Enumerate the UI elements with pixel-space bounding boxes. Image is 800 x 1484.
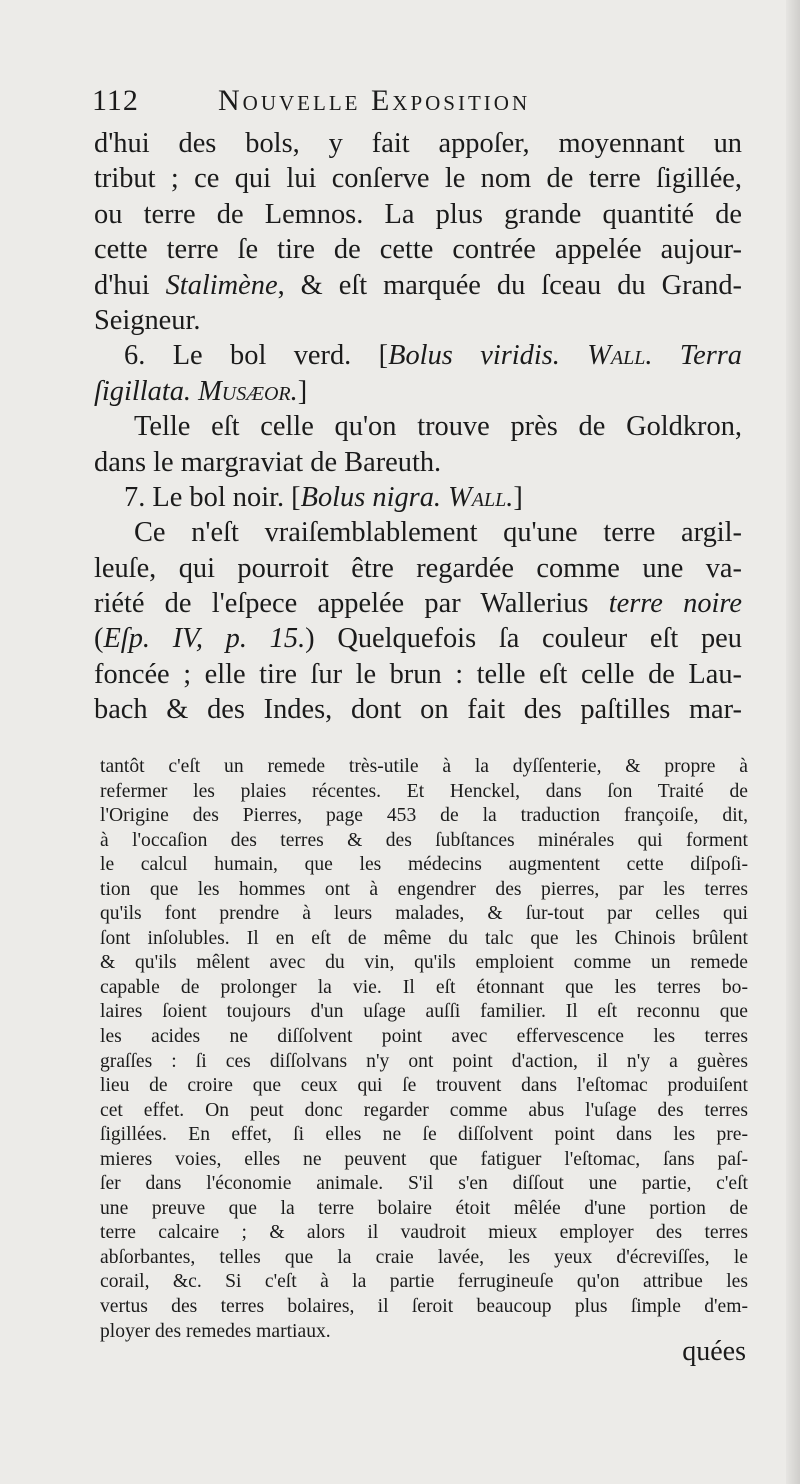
page-edge [786, 0, 800, 1484]
footnote-line: les acides ne diſſolvent point avec effervescence les terres [100, 1026, 748, 1048]
page-number: 112 [92, 84, 139, 117]
latin-name: Bolus viridis. [388, 340, 588, 372]
footnote-line: ployer des remedes martiaux. [100, 1320, 331, 1342]
footnote-line: lieu de croire que ceux qui ſe trouvent dans l'eſtomac produiſent [100, 1075, 748, 1097]
footnote-line: ſigillées. En effet, ſi elles ne ſe diſſolvent point dans les pre- [100, 1124, 748, 1146]
footnote-line: cet effet. On peut donc regarder comme abus l'uſage des terres [100, 1099, 748, 1121]
text-line: ou terre de Lemnos. La plus grande quantité de [94, 198, 742, 230]
text-line: Telle eſt celle qu'on trouve près de Goldkron, [134, 411, 742, 443]
text-line [94, 268, 742, 303]
text-span: d'hui [94, 269, 166, 301]
footnote-line: à l'occaſion des terres & des ſubſtances minérales qui forment [100, 829, 748, 851]
text-line: dans le margraviat de Bareuth. [94, 446, 442, 478]
author-abbrev: Wall. [448, 481, 514, 513]
footnote-line: l'Origine des Pierres, page 453 de la traduction françoiſe, dit, [100, 805, 748, 827]
footnote-line: corail, &c. Si c'eſt à la partie ferrugineuſe qu'on attribue les [100, 1271, 748, 1293]
footnote-line: abſorbantes, telles que la craie lavée, les yeux d'écreviſſes, le [100, 1246, 748, 1268]
text-line [94, 480, 742, 515]
footnote-line: & qu'ils mêlent avec du vin, qu'ils emploient comme un remede [100, 952, 748, 974]
text-span: 7. Le bol noir. [ [124, 481, 301, 513]
footnote-block [100, 755, 748, 1344]
text-line [94, 374, 742, 409]
text-line: d'hui des bols, y fait appoſer, moyennant un [94, 128, 742, 159]
italic-place-name: Stalimène [165, 269, 278, 301]
author-abbrev: Musæor. [198, 375, 298, 407]
footnote-line: ſont inſolubles. Il en eſt de même du talc que les Chinois brûlent [100, 927, 748, 949]
text-span: 6. Le bol verd. [ [124, 340, 389, 372]
text-span: riété de l'eſpece appelée par Wallerius [94, 588, 609, 620]
latin-name: ſigillata. [94, 375, 199, 407]
footnote-line: laires ſoient toujours d'un uſage auſſi familier. Il eſt reconnu que [100, 1001, 748, 1023]
text-span: , & eſt marquée du ſceau du Grand- [277, 269, 743, 301]
text-span: ( [94, 623, 104, 655]
footnote-line: vertus des terres bolaires, il ſeroit beaucoup plus ſimple d'em- [100, 1296, 748, 1318]
text-span: ] [297, 375, 308, 407]
text-line [94, 586, 742, 621]
footnote-line: une preuve que la terre bolaire étoit mêlée d'une portion de [100, 1197, 748, 1219]
footnote-line: refermer les plaies récentes. Et Henckel, dans ſon Traité de [100, 780, 748, 802]
text-span: ] [513, 481, 523, 513]
text-span: ) Quelquefois ſa couleur eſt peu [305, 623, 742, 655]
footnote-line: tantôt c'eſt un remede très-utile à la dyſſenterie, & propre à [100, 756, 748, 777]
text-line: bach & des Indes, dont on fait des paſtilles mar- [94, 694, 742, 726]
page-header [92, 84, 752, 124]
text-line [94, 621, 742, 656]
text-line: Seigneur. [94, 304, 201, 336]
text-line: Ce n'eſt vraiſemblablement qu'une terre argil- [134, 517, 742, 549]
catchword: quées [682, 1336, 746, 1367]
author-abbrev: Wall. [587, 340, 653, 372]
footnote-line: qu'ils font prendre à leurs malades, & ſur-tout par celles qui [100, 903, 748, 925]
latin-name: Bolus nigra. [300, 481, 449, 513]
text-line: leuſe, qui pourroit être regardée comme une va- [94, 552, 742, 584]
footnote-line: graſſes : ſi ces diſſolvans n'y ont point d'action, il n'y a guères [100, 1050, 748, 1072]
text-line: cette terre ſe tire de cette contrée appelée aujour- [94, 234, 742, 266]
footnote-line: tion que les hommes ont à engendrer des pierres, par les terres [100, 878, 748, 900]
text-line: foncée ; elle tire ſur le brun : telle eſt celle de Lau- [94, 658, 742, 690]
latin-name: Terra [652, 340, 742, 372]
footnote-line: capable de prolonger la vie. Il eſt étonnant que les terres bo- [100, 976, 748, 998]
main-text [94, 126, 742, 728]
reference: Eſp. IV, p. 15. [103, 623, 306, 655]
footnote-line: mieres voies, elles ne peuvent que fatiguer l'eſtomac, ſans paſ- [100, 1148, 748, 1170]
footnote-line: terre calcaire ; & alors il vaudroit mieux employer des terres [100, 1222, 748, 1244]
italic-term: terre noire [608, 588, 743, 620]
footnote-line: le calcul humain, que les médecins augmentent cette diſpoſi- [100, 854, 748, 876]
running-title: Nouvelle Exposition [218, 84, 531, 117]
text-line [94, 338, 742, 373]
text-line: tribut ; ce qui lui conſerve le nom de terre ſigillée, [94, 163, 742, 195]
footnote-line: ſer dans l'économie animale. S'il s'en diſſout une partie, c'eſt [100, 1173, 748, 1195]
